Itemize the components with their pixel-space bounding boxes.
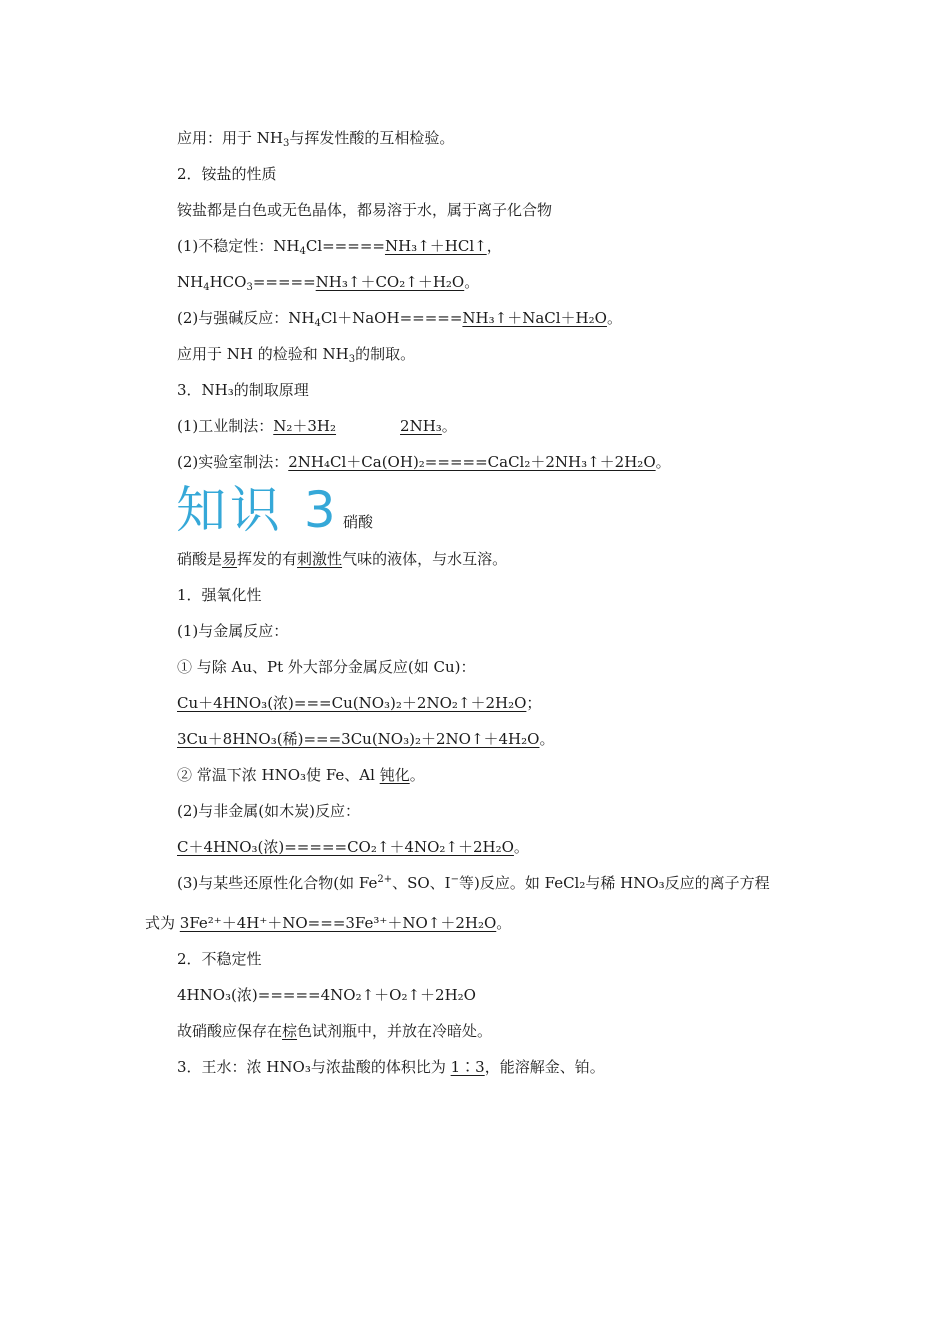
answer-lab-equation: 2NH₄Cl＋Ca(OH)₂=====CaCl₂＋2NH₃↑＋2H₂O xyxy=(288,453,656,471)
section-3-title: 知识 3 xyxy=(176,481,340,539)
decomposition-equation: 4HNO₃(浓)=====4NO₂↑＋O₂↑＋2H₂O xyxy=(177,986,476,1004)
heading-ammonium-salt-properties: 2．铵盐的性质 xyxy=(177,165,277,183)
application-line-2: 应用于 NH 的检验和 $NH_3$的制取。 xyxy=(177,345,416,365)
aqua-regia-line: 3．王水：浓 HNO₃与浓盐酸的体积比为 1∶3，能溶解金、铂。 xyxy=(177,1058,605,1076)
heading-instability: 2．不稳定性 xyxy=(177,950,262,968)
instability-line-2: $NH_4HCO_3=====NH_3↑+CO_2↑+H_2O$。 xyxy=(177,273,480,293)
answer-volatile: 易 xyxy=(222,550,238,568)
instability-line-1: (1)不稳定性：$NH_4Cl=====NH_3↑+HCl↑$， xyxy=(177,237,502,257)
ionic-equation-line: 式为 3Fe²⁺＋4H⁺＋NO===3Fe³⁺＋NO↑＋2H₂O。 xyxy=(145,914,512,932)
heading-nh3-preparation: 3．NH₃的制取原理 xyxy=(177,381,309,399)
storage-line: 故硝酸应保存在棕色试剂瓶中，并放在冷暗处。 xyxy=(177,1022,493,1040)
answer-base-reaction-products: NH₃↑＋NaCl＋H₂O xyxy=(462,309,607,327)
answer-pungent: 刺激性 xyxy=(297,550,343,568)
ammonium-salt-description: 铵盐都是白色或无色晶体，都易溶于水，属于离子化合物 xyxy=(177,201,553,219)
nitric-acid-intro: 硝酸是易挥发的有刺激性气味的液体，与水互溶。 xyxy=(177,550,508,568)
section-3-subtitle: 硝酸 xyxy=(343,513,374,531)
answer-industrial-equation: N₂＋3H₂ 2NH₃ xyxy=(273,417,442,435)
industrial-method-line: (1)工业制法：N₂＋3H₂ 2NH₃。 xyxy=(177,417,457,435)
cu-concentrated-line: Cu＋4HNO₃(浓)===Cu(NO₃)₂＋2NO₂↑＋2H₂O； xyxy=(177,694,542,712)
carbon-reaction-line: C＋4HNO₃(浓)=====CO₂↑＋4NO₂↑＋2H₂O。 xyxy=(177,838,529,856)
answer-brown: 棕 xyxy=(282,1022,298,1040)
answer-passivation: 钝化 xyxy=(379,766,410,784)
answer-carbon-equation: C＋4HNO₃(浓)=====CO₂↑＋4NO₂↑＋2H₂O xyxy=(177,838,514,856)
answer-cu-concentrated-equation: Cu＋4HNO₃(浓)===Cu(NO₃)₂＋2NO₂↑＋2H₂O xyxy=(177,694,527,712)
answer-ionic-equation: 3Fe²⁺＋4H⁺＋NO===3Fe³⁺＋NO↑＋2H₂O xyxy=(179,914,497,932)
passivation-line: ② 常温下浓 HNO₃使 Fe、Al 钝化。 xyxy=(177,766,425,784)
cu-dilute-line: 3Cu＋8HNO₃(稀)===3Cu(NO₃)₂＋2NO↑＋4H₂O。 xyxy=(177,730,555,748)
nonmetal-reaction-label: (2)与非金属(如木炭)反应： xyxy=(177,802,360,820)
lab-method-line: (2)实验室制法：2NH₄Cl＋Ca(OH)₂=====CaCl₂＋2NH₃↑＋2H₂O。 xyxy=(177,453,671,471)
answer-nh4hco3-products: NH₃↑＋CO₂↑＋H₂O xyxy=(315,273,465,291)
answer-volume-ratio: 1∶3 xyxy=(450,1058,485,1076)
metal-reaction-label: (1)与金属反应： xyxy=(177,622,289,640)
heading-strong-oxidizing: 1．强氧化性 xyxy=(177,586,262,604)
answer-nh4cl-products: NH₃↑＋HCl↑ xyxy=(384,237,487,255)
reducing-compounds-line: (3)与某些还原性化合物(如 $Fe^{2+}$、SO、I−等)反应。如 FeCl₂与稀 HNO₃反应的离子方程 xyxy=(177,874,770,892)
nh3-application-line: 应用：用于 $NH_3$与挥发性酸的互相检验。 xyxy=(177,129,455,149)
metal-reaction-condition: ① 与除 Au、Pt 外大部分金属反应(如 Cu)： xyxy=(177,658,476,676)
answer-cu-dilute-equation: 3Cu＋8HNO₃(稀)===3Cu(NO₃)₂＋2NO↑＋4H₂O xyxy=(177,730,540,748)
strong-base-reaction-line: (2)与强碱反应：$NH_4Cl+NaOH=====NH_3↑+NaCl+H_2O$。 xyxy=(177,309,622,329)
